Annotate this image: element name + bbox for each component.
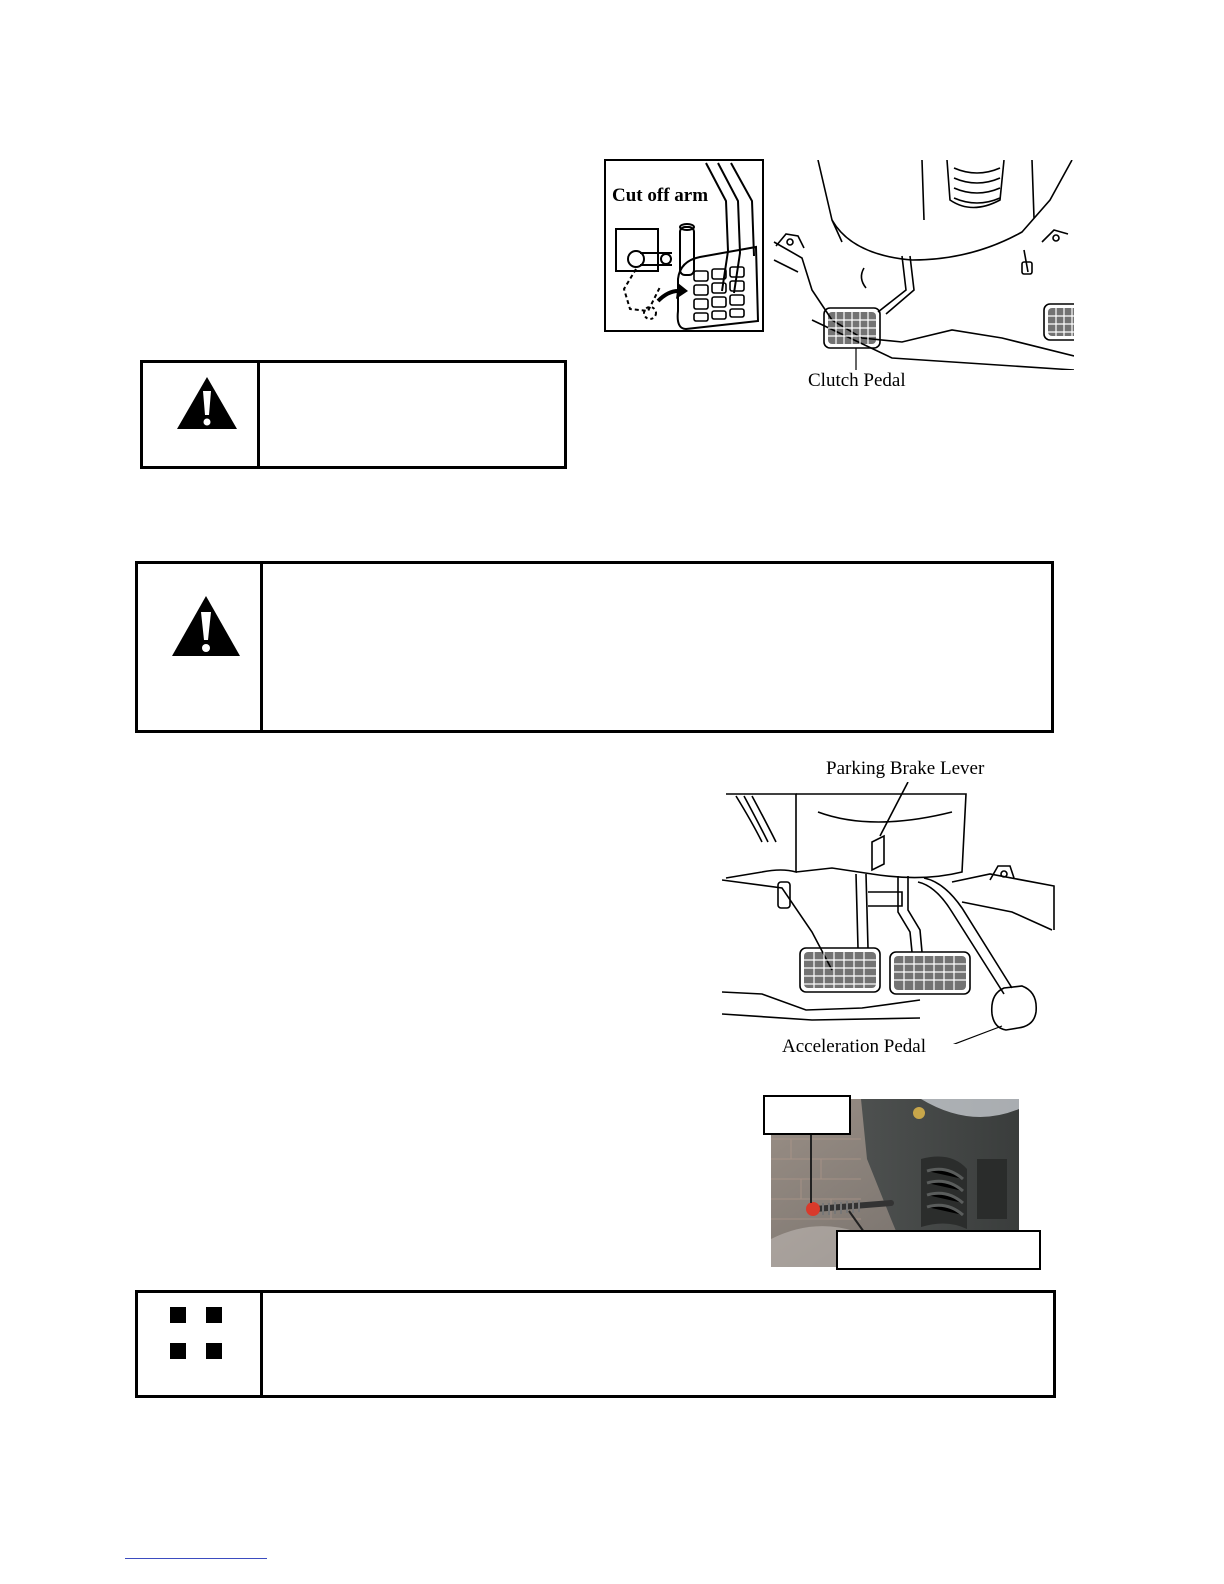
clutch-pedal-label: Clutch Pedal (808, 370, 906, 391)
acceleration-pedal-label: Acceleration Pedal (782, 1036, 927, 1057)
cutoff-arm-label: Cut off arm (612, 185, 709, 206)
warning-notice-2 (135, 561, 1054, 733)
clutch-pedal-drawing (772, 160, 1074, 370)
note-notice (135, 1290, 1056, 1398)
photo-top-callout (763, 1095, 851, 1135)
cutoff-arm-figure (604, 159, 764, 332)
warning-icon (175, 375, 239, 431)
clutch-pedal-figure (772, 160, 1074, 396)
parking-brake-label: Parking Brake Lever (826, 758, 985, 779)
photo-bottom-callout (836, 1230, 1041, 1270)
red-knob-icon (806, 1202, 820, 1216)
note-icon (170, 1307, 222, 1359)
knob-photo-figure (763, 1095, 1043, 1273)
brake-accel-drawing (722, 782, 1062, 1044)
warning-notice-1 (140, 360, 567, 469)
warning-icon (170, 594, 242, 658)
brake-accel-figure (722, 756, 1062, 1062)
rotation-arrow-icon (658, 291, 678, 301)
footer-rule (125, 1558, 267, 1559)
